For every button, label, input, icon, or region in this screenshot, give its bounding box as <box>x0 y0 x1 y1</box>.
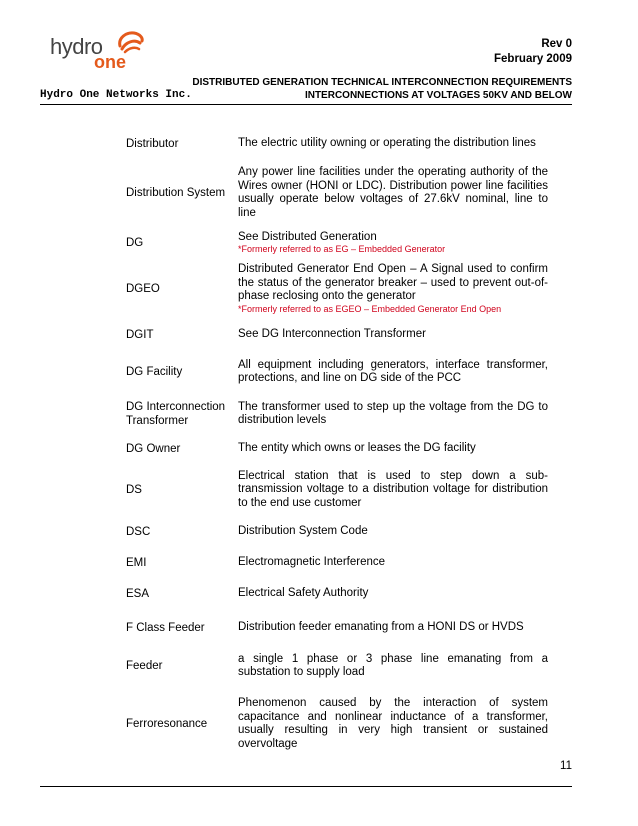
glossary-definition-text: Distribution System Code <box>238 525 368 538</box>
glossary-term: DG Facility <box>126 366 183 378</box>
glossary-term: DGIT <box>126 329 154 341</box>
glossary-definition <box>238 442 548 456</box>
glossary-entry <box>126 130 548 157</box>
glossary-entry <box>126 229 548 257</box>
glossary-entry <box>126 163 548 223</box>
document-date: February 2009 <box>494 53 572 65</box>
glossary-note: *Formerly referred to as EG – Embedded Generator <box>238 244 446 255</box>
document-subtitle: INTERCONNECTIONS AT VOLTAGES 50KV AND BELOW <box>304 90 572 101</box>
glossary-definition <box>238 263 548 315</box>
glossary-definition <box>238 653 548 680</box>
revision-label: Rev 0 <box>541 38 572 50</box>
glossary-term: Ferroresonance <box>126 718 208 730</box>
glossary-entry <box>126 396 548 432</box>
glossary-definition <box>238 470 548 511</box>
glossary-term: DG Owner <box>126 443 181 455</box>
glossary-definition <box>238 166 548 220</box>
glossary-term: ESA <box>126 587 150 600</box>
glossary-definition <box>238 328 548 342</box>
glossary-definition-text: All equipment including generators, interface transformer, protections, and line on DG side of the PCC <box>238 358 548 384</box>
header-divider <box>40 104 572 105</box>
glossary-term: EMI <box>126 556 147 569</box>
glossary-definition <box>238 556 548 570</box>
document-title: DISTRIBUTED GENERATION TECHNICAL INTERCONNECTION REQUIREMENTS <box>192 77 572 88</box>
glossary-entry <box>126 518 548 546</box>
glossary-term: F Class Feeder <box>126 622 205 634</box>
glossary-term: Distribution System <box>126 187 226 199</box>
glossary-entry <box>126 613 548 643</box>
company-name: Hydro One Networks Inc. <box>40 89 192 101</box>
glossary-definition <box>238 137 548 151</box>
glossary-entry <box>126 549 548 576</box>
glossary-definition-text: See Distributed Generation <box>238 230 377 243</box>
glossary-note: *Formerly referred to as EGEO – Embedded Generator End Open <box>238 303 502 314</box>
glossary-definition <box>238 697 548 751</box>
glossary-list <box>126 126 548 758</box>
glossary-entry <box>126 437 548 461</box>
glossary-definition-text: See DG Interconnection Transformer <box>238 328 426 341</box>
glossary-definition <box>238 621 548 635</box>
glossary-term: DG <box>126 237 144 249</box>
glossary-definition-text: The transformer used to step up the voltage from the DG to distribution levels <box>238 400 548 426</box>
glossary-entry <box>126 354 548 390</box>
glossary-term: Feeder <box>126 660 163 672</box>
glossary-definition-text: Electromagnetic Interference <box>238 555 386 568</box>
glossary-entry <box>126 322 548 348</box>
glossary-definition-text: Distribution feeder emanating from a HONI DS or HVDS <box>238 621 524 634</box>
glossary-entry <box>126 466 548 514</box>
glossary-term: DS <box>126 484 142 496</box>
glossary-definition-text: Electrical station that is used to step down a sub-transmission voltage to a distribution voltage for distribution to the end use customer <box>238 469 548 509</box>
glossary-definition-text: Distributed Generator End Open – A Signal used to confirm the status of the generator breaker – used to prevent out-of-phase reclosing onto the generator <box>238 263 548 303</box>
glossary-entry <box>126 690 548 758</box>
page-number: 11 <box>560 760 572 772</box>
glossary-definition <box>238 359 548 386</box>
glossary-entry <box>126 579 548 608</box>
glossary-term: Distributor <box>126 137 179 150</box>
glossary-term: DG Interconnection Transformer <box>126 401 226 427</box>
glossary-definition-text: a single 1 phase or 3 phase line emanating from a substation to supply load <box>238 652 548 678</box>
glossary-term: DSC <box>126 526 151 538</box>
glossary-definition <box>238 231 548 256</box>
glossary-definition <box>238 587 548 601</box>
logo-one-text: one <box>94 52 127 72</box>
glossary-definition-text: The entity which owns or leases the DG facility <box>238 442 476 455</box>
glossary-definition-text: The electric utility owning or operating the distribution lines <box>238 136 536 149</box>
logo-hydro-text: hydro <box>50 34 103 59</box>
glossary-entry <box>126 262 548 316</box>
glossary-term: DGEO <box>126 283 160 295</box>
glossary-definition-text: Electrical Safety Authority <box>238 586 369 599</box>
glossary-definition-text: Any power line facilities under the operating authority of the Wires owner (HONI or LDC). Distribution power line facilities usually operate below voltages of 27.6kV nominal, line to line <box>238 166 548 219</box>
glossary-definition <box>238 401 548 428</box>
glossary-definition <box>238 525 548 539</box>
glossary-definition-text: Phenomenon caused by the interaction of system capacitance and nonlinear inductance of a transformer, usually resulting in very high transient or sustained overvoltage <box>238 697 548 750</box>
footer-divider <box>40 786 572 787</box>
glossary-entry <box>126 648 548 684</box>
hydro-one-logo <box>50 28 150 76</box>
